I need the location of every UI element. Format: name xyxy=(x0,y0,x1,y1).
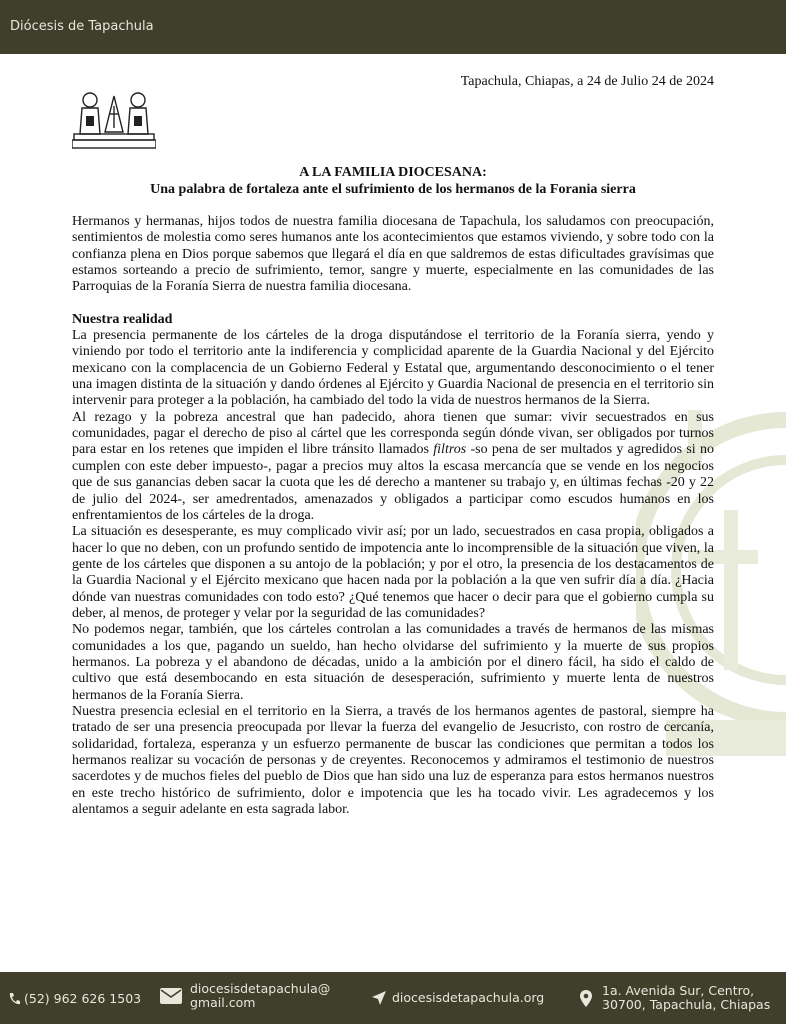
email-line-1: diocesisdetapachula@ xyxy=(190,981,331,996)
paragraph-situation: La situación es desesperante, es muy complicado vivir así; por un lado, secuestrados en casa propia, obligados a hacer lo que no deben, con un profundo sentido de impotencia ante lo incomprensible de la situación que viven, la gente de los cárteles que disponen a su antojo de la población; y por el otro, la presencia de los destacamentos de la Guardia Nacional y el Ejército mexicano que hacen nada por la población a la que ven sufrir día a día. ¿Hacia dónde van nuestras comunidades con todo esto? ¿Qué tenemos que hacer o decir para que el gobierno cumpla su deber, al menos, de proteger y velar por la seguridad de las comunidades? xyxy=(72,524,714,621)
envelope-icon xyxy=(160,988,182,1004)
footer-address xyxy=(580,984,770,1012)
diocese-emblem-logo xyxy=(72,88,156,150)
footer-website[interactable] xyxy=(372,991,544,1005)
paragraph-poverty-part-2: -so pena de ser multados y agredidos si no cumplen con este deber impuesto-, pagar a precios muy altos la escasa mercancía que se vende en los negocios que de sus ganancias deben sacar la cuota que les dé derecho a mantener su trabajo y, en últimas fechas -20 y 22 de julio del 2024-, ser amedrentados, amenazados y obligados a participar como escudos humanos en los enfrentamientos de los cárteles de la droga. xyxy=(72,442,714,523)
paragraph-presence: La presencia permanente de los cárteles de la droga disputándose el territorio de la Foranía sierra, yendo y viniendo por todo el territorio ante la indiferencia y complicidad aparente de la Guardia Nacional y del Ejército mexicano con la complacencia de un Gobierno Federal y Estatal que, argumentando desconocimiento o el tener una imagen distinta de la situación y dando órdenes al Ejército y Guardia Nacional de presencia en el territorio sin intervenir para proteger a la población, ha cambiado del todo la vida de nuestros hermanos de la Sierra. xyxy=(72,328,714,409)
footer-email[interactable] xyxy=(160,982,330,1010)
date-line: Tapachula, Chiapas, a 24 de Julio 24 de 2024 xyxy=(460,74,714,89)
letter-title: A LA FAMILIA DIOCESANA: xyxy=(299,165,487,180)
paragraph-poverty-part-1: Al rezago y la pobreza ancestral que han padecido, ahora tienen que sumar: vivir secuestrados en sus comunidades, pagar el derecho de piso al cártel que les corresponda según dónde vivan, ser obligados por turnos para estar en los retenes que impiden el libre tránsito llamados xyxy=(72,409,714,458)
footer-phone[interactable] xyxy=(8,992,141,1006)
location-pin-icon xyxy=(580,990,592,1007)
letter-subtitle: Una palabra de fortaleza ante el sufrimiento de los hermanos de la Forania sierra xyxy=(150,182,636,197)
website-url: diocesisdetapachula.org xyxy=(392,990,545,1005)
address-line-1: 1a. Avenida Sur, Centro, xyxy=(602,983,755,998)
section-title: Nuestra realidad xyxy=(72,311,173,327)
diocese-name: Diócesis de Tapachula xyxy=(10,19,154,34)
paragraph-church-presence: Nuestra presencia eclesial en el territorio en la Sierra, a través de los hermanos agentes de pastoral, siempre ha tratado de ser una presencia preocupada por llevar la fuerza del evangelio de Jesucristo, con rostro de cercanía, solidaridad, fortaleza, esperanza y un esfuerzo permanente de buscar las condiciones que permitan a todos los hermanos realizar su vocación de personas y de creyentes. Reconocemos y admiramos el testimonio de nuestros sacerdotes y de muchos fieles del pueblo de Dios que han sido una luz de esperanza para estos hermanos nuestros en este trecho histórico de sufrimiento, dolor e impotencia que les ha tocado vivir. Les agradecemos y los alentamos a seguir adelante en esta sagrada labor. xyxy=(72,703,714,818)
phone-icon xyxy=(8,992,20,1006)
filtros-term: filtros xyxy=(433,442,467,458)
top-bar xyxy=(0,0,786,54)
paragraph-poverty xyxy=(72,410,714,524)
phone-number: (52) 962 626 1503 xyxy=(24,991,142,1006)
footer-bar xyxy=(0,972,786,1024)
send-arrow-icon xyxy=(372,991,386,1005)
intro-paragraph: Hermanos y hermanas, hijos todos de nuestra familia diocesana de Tapachula, los saludamos con preocupación, sentimientos de molestia como seres humanos ante los acontecimientos que estamos viviendo, y sobre todo con la confianza plena en Dios porque sabemos que llegará el día en que saldremos de estas dificultades gravísimas que estamos sorteando a precio de sufrimiento, temor, sangre y muerte, especialmente en las comunidades de las Parroquias de la Foranía Sierra de nuestra familia diocesana. xyxy=(72,214,714,295)
paragraph-control: No podemos negar, también, que los cárteles controlan a las comunidades a través de hermanos de las mismas comunidades a los que, pagando un sueldo, han hecho olvidarse del sufrimiento y la muerte de sus propios hermanos. La pobreza y el abandono de décadas, unido a la ambición por el dinero fácil, ha sido el caldo de cultivo que está desembocando en esta situación de desesperación, sufrimiento y muerte lenta de nuestros hermanos de la Foranía Sierra. xyxy=(72,622,714,703)
address-line-2: 30700, Tapachula, Chiapas xyxy=(602,997,771,1012)
email-line-2: gmail.com xyxy=(190,995,256,1010)
letter-body xyxy=(72,214,714,818)
